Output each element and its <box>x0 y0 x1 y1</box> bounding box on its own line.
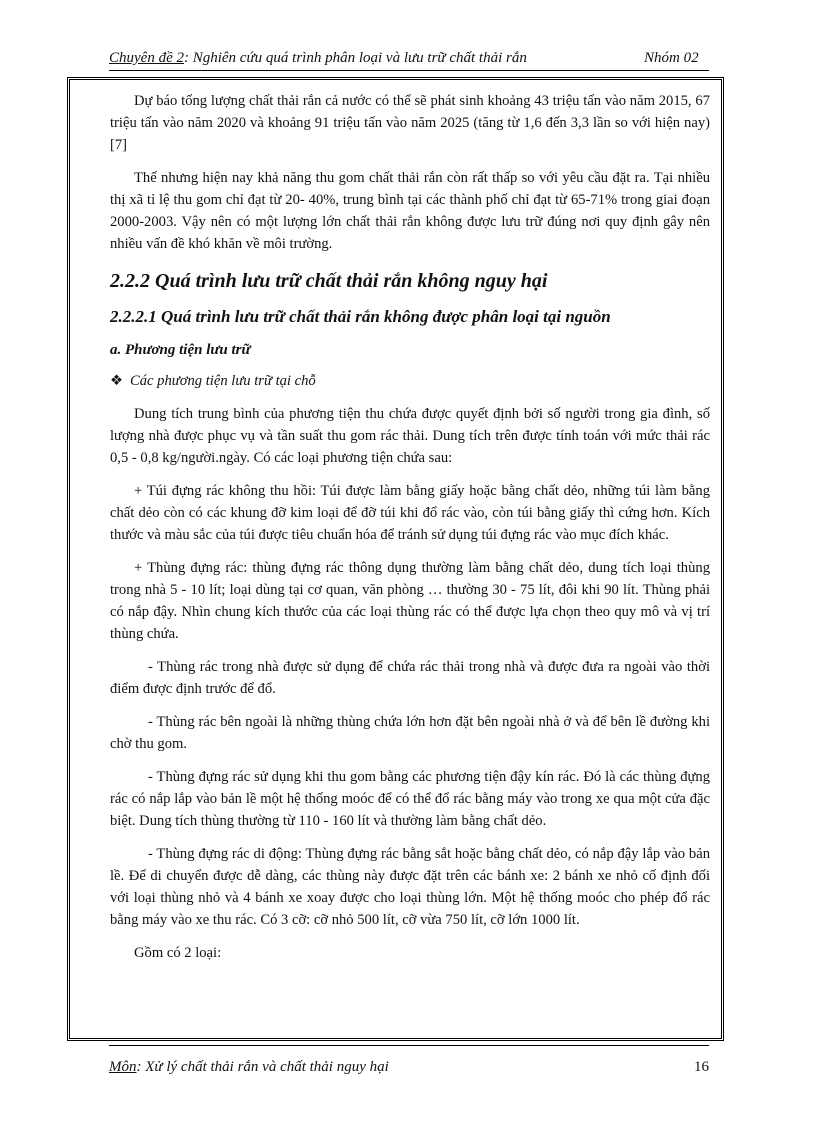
diamond-bullet-icon: ❖ <box>110 373 124 389</box>
page-content <box>110 90 710 975</box>
page-number: 16 <box>694 1059 709 1075</box>
page-header <box>109 48 709 71</box>
section-heading-2-2-2: 2.2.2 Quá trình lưu trữ chất thải rắn không nguy hại <box>110 270 548 292</box>
footer-subject-label: Môn <box>109 1059 137 1075</box>
paragraph-mobile-bins: - Thùng đựng rác di động: Thùng đựng rác bằng sắt hoặc bằng chất dẻo, có nắp đậy lắp vào bản lề. Để di chuyển được dễ dàng, các thùng này được đặt trên các bánh xe: 2 bánh xe nhỏ cố định đối với loại thùng nhỏ và 4 bánh xe xoay được cho loại thùng lớn. Một hệ thống moóc cho phép đổ rác bằng máy vào xe thu rác. Có 3 cỡ: cỡ nhỏ 500 lít, cỡ vừa 750 lít, cỡ lớn 1000 lít. <box>110 846 710 928</box>
paragraph-forecast: Dự báo tổng lượng chất thải rắn cả nước có thể sẽ phát sinh khoảng 43 triệu tấn vào năm 2015, 67 triệu tấn vào năm 2020 và khoảng 91 triệu tấn vào năm 2025 (tăng từ 1,6 đến 3,3 lần so với hiện nay)[7] <box>110 93 710 153</box>
paragraph-bags: + Túi đựng rác không thu hồi: Túi được làm bằng giấy hoặc bằng chất dẻo, những túi làm bằng chất dẻo còn có các khung đỡ kim loại để đỡ túi khi đổ rác vào, còn túi bằng giấy thì cứng hơn. Kích thước và màu sắc của túi được tiêu chuẩn hóa để tránh sử dụng túi đựng rác vào mục đích khác. <box>110 483 710 543</box>
paragraph-outdoor-bins: - Thùng rác bên ngoài là những thùng chứa lớn hơn đặt bên ngoài nhà ở và để bên lề đường khi chờ thu gom. <box>110 714 710 752</box>
section-heading-2-2-2-1: 2.2.2.1 Quá trình lưu trữ chất thải rắn không được phân loại tại nguồn <box>110 307 611 326</box>
header-topic-title: : Nghiên cứu quá trình phân loại và lưu trữ chất thải rắn <box>183 50 527 66</box>
page-footer <box>109 1045 709 1075</box>
paragraph-two-types: Gồm có 2 loại: <box>134 945 222 961</box>
header-topic <box>109 50 527 67</box>
header-group: Nhóm 02 <box>644 50 699 66</box>
paragraph-closed-bins: - Thùng đựng rác sử dụng khi thu gom bằng các phương tiện đậy kín rác. Đó là các thùng đựng rác có nắp lắp vào bản lề một hệ thống moóc để có thể đổ rác bằng máy vào trong xe qua một cửa đặc biệt. Dung tích thùng thường từ 110 - 160 lít và thường làm bằng chất dẻo. <box>110 769 710 829</box>
paragraph-bins: + Thùng đựng rác: thùng đựng rác thông dụng thường làm bằng chất dẻo, dung tích loại thùng trong nhà 5 - 10 lít; loại dùng tại cơ quan, văn phòng … thường 30 - 75 lít, đôi khi 90 lít. Thùng phải có nắp đậy. Nhìn chung kích thước của các loại thùng rác có thể được lựa chọn theo quy mô và vị trí thùng chứa. <box>110 560 710 642</box>
footer-subject-title: : Xử lý chất thải rắn và chất thải nguy hại <box>136 1059 389 1075</box>
paragraph-capacity: Dung tích trung bình của phương tiện thu chứa được quyết định bởi số người trong gia đình, số lượng nhà được phục vụ và tần suất thu gom rác thải. Dung tích trên được tính toán với mức thải rác 0,5 - 0,8 kg/người.ngày. Có các loại phương tiện chứa sau: <box>110 406 710 466</box>
paragraph-indoor-bins: - Thùng rác trong nhà được sử dụng để chứa rác thải trong nhà và được đưa ra ngoài vào thời điểm được định trước để đổ. <box>110 659 710 697</box>
header-topic-label: Chuyên đề 2 <box>109 50 184 66</box>
bullet-item <box>110 370 710 392</box>
footer-subject <box>109 1059 389 1076</box>
paragraph-collection-rate: Thế nhưng hiện nay khả năng thu gom chất thải rắn còn rất thấp so với yêu cầu đặt ra. Tại nhiều thị xã tỉ lệ thu gom chỉ đạt từ 20- 40%, trung bình tại các thành phố chỉ đạt từ 65-71% trong giai đoạn 2000-2003. Vậy nên có một lượng lớn chất thải rắn không được lưu trữ đúng nơi quy định gây nên nhiều vấn đề khó khăn về môi trường. <box>110 170 710 252</box>
bullet-text: Các phương tiện lưu trữ tại chỗ <box>130 373 316 389</box>
subsection-heading-a: a. Phương tiện lưu trữ <box>110 342 251 358</box>
